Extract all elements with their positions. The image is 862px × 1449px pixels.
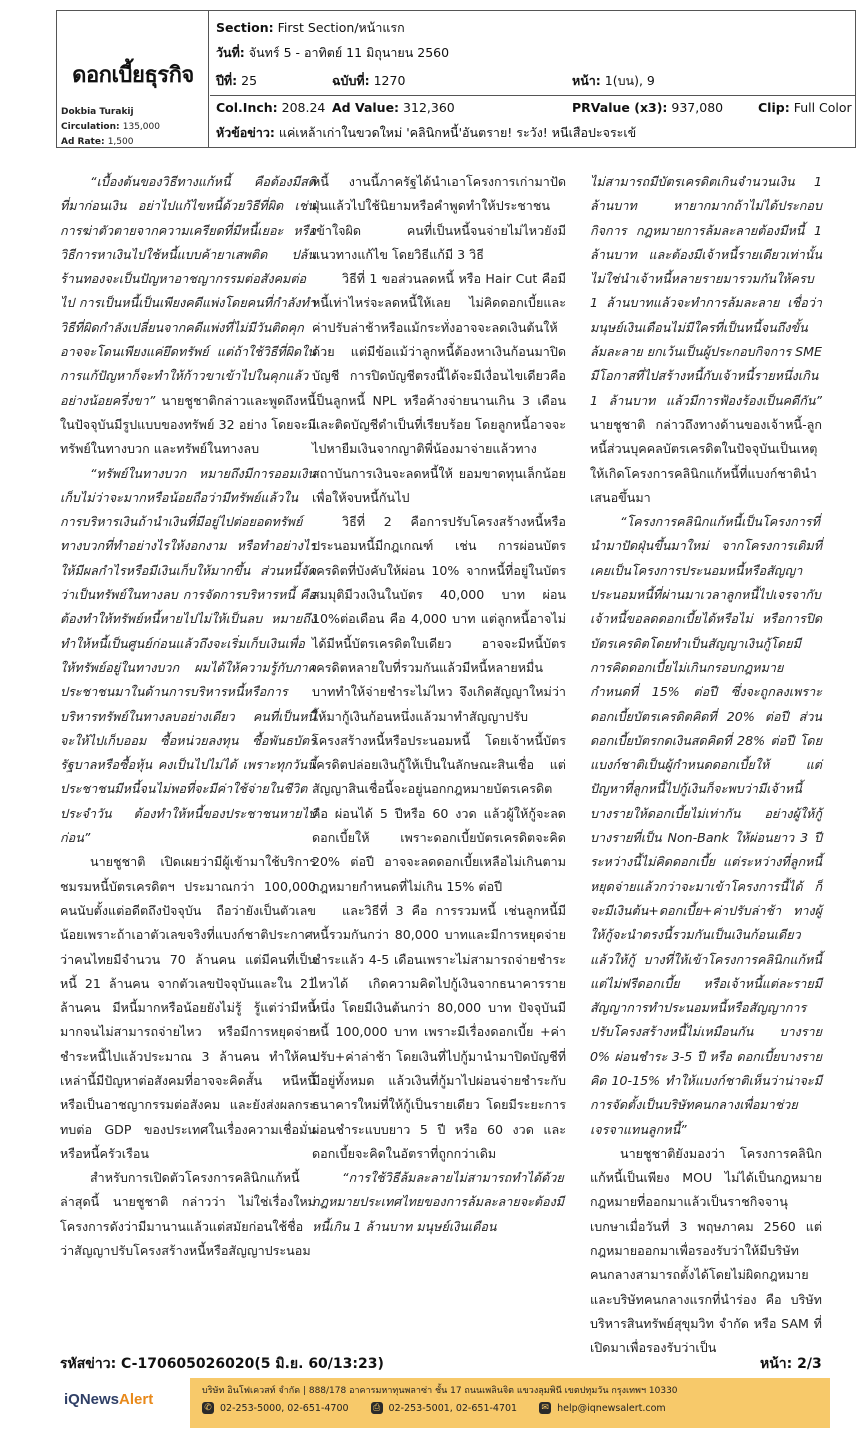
page-number: หน้า: 2/3 <box>760 1356 822 1372</box>
page-row <box>572 71 655 91</box>
clipping-meta <box>210 11 856 147</box>
prvalue-row <box>572 100 723 115</box>
email-icon: ✉ <box>539 1402 551 1414</box>
prvalue-label: PRValue (x3): <box>572 100 668 115</box>
ad-rate-label: Ad Rate: <box>61 137 105 147</box>
logo-iq-text: iQNews <box>64 1391 120 1408</box>
iqnewsalert-logo <box>64 1383 182 1423</box>
paragraph <box>590 170 822 510</box>
phone-contact <box>202 1402 349 1414</box>
header-divider <box>210 95 856 96</box>
circulation-label: Circulation: <box>61 122 120 132</box>
publication-box <box>57 11 209 147</box>
email-address[interactable]: help@iqnewsalert.com <box>557 1402 666 1414</box>
fax-contact <box>371 1402 518 1414</box>
paragraph-text: นายชูชาติกล่าวและพูดถึงหนี้ในปัจจุบันมีรูปแบบของทรัพย์ 32 อย่าง โดยจะมีทรัพย์ในทางบวก และทรัพย์ในทางลบ <box>60 392 316 457</box>
page-value: 1(บน), 9 <box>604 73 655 88</box>
clip-value: Full Color <box>793 100 852 115</box>
quote-text: “เบื้องต้นของวิธีทางแก้หนี้ คือต้องมีสติที่มาก่อนเงิน อย่าไปแก้ไขหนี้ด้วยวิธีที่ผิด เช่น การฆ่าตัวตายจากความเครียดที่มีหนี้เยอะ หรือวิธีการหาเงินไปใช้หนี้แบบค้ายาเสพติด ปล้นร้านทองจะเป็นปัญหาอาชญากรรมต่อสังคมต่อไป การเป็นหนี้เป็นเพียงคดีแพ่งโดยคนที่กำลังทำวิธีที่ผิดกำลังเปลี่ยนจากคดีแพ่งที่ไม่มีวันติดคุก อาจจะโดนเพียงแค่ยึดทรัพย์ แต่ถ้าใช้วิธีที่ผิดในการแก้ปัญหาก็จะทำให้ก้าวขาเข้าไปในคุกแล้วอย่างน้อยครึ่งขา” <box>60 174 316 408</box>
issue-value: 1270 <box>373 73 406 88</box>
year-label: ปีที่: <box>216 73 238 88</box>
paragraph: นายชูชาติยังมองว่า โครงการคลินิกแก้หนี้เป็นเพียง MOU ไม่ได้เป็นกฎหมาย กฎหมายที่ออกมาแล้วเป็นราชกิจจานุเบกษาเมื่อวันที่ 3 พฤษภาคม 2560 แต่กฎหมายออกมาเพื่อรองรับว่าให้มีบริษัทคนกลางสามารถตั้งได้โดยไม่ผิดกฎหมาย และบริษัทคนกลางแรกที่นำร่อง คือ บริษัท บริหารสินทรัพย์สุขุมวิท จำกัด หรือ SAM ที่เปิดมาเพื่อรองรับว่าเป็น <box>590 1145 822 1356</box>
paragraph: วิธีที่ 2 คือการปรับโครงสร้างหนี้หรือประนอมหนี้มีกฎเกณฑ์ เช่น การผ่อนบัตรเครดิตที่บังคับให้ผ่อน 10% จากหนี้ที่อยู่ในบัตร สมมุติมีวงเงินในบัตร 40,000 บาท ผ่อน 10%ต่อเดือน คือ 4,000 บาท แต่ลูกหนี้อาจไม่ได้มีหนี้บัตรเครดิตใบเดียว อาจจะมีหนี้บัตรเครดิตหลายใบที่รวมกันแล้วมีหนี้หลายหมื่นบาททำให้จ่ายชำระไม่ไหว จึงเกิดสัญญาใหม่ว่าให้มากู้เงินก้อนหนึ่งแล้วมาทำสัญญาปรับโครงสร้างหนี้หรือประนอมหนี้ โดยเจ้าหนี้บัตรเครดิตปล่อยเงินกู้ให้เป็นในลักษณะสินเชื่อ แต่สัญญาสินเชื่อนี้จะอยู่นอกกฎหมายบัตรเครดิต คือ ผ่อนได้ 5 ปีหรือ 60 งวด แล้วผู้ให้กู้จะลดดอกเบี้ยให้ เพราะดอกเบี้ยบัตรเครดิตจะคิด 20% ต่อปี อาจจะลดดอกเบี้ยเหลือไม่เกินตามกฎหมายกำหนดที่ไม่เกิน 15% ต่อปี <box>312 514 566 894</box>
company-address: บริษัท อินโฟเควสท์ จำกัด | 888/178 อาคารมหาทุนพลาซ่า ชั้น 17 ถนนเพลินจิต แขวงลุมพินี เขตปทุมวัน กรุงเทพฯ 10330 <box>202 1386 678 1396</box>
advalue-value: 312,360 <box>403 100 455 115</box>
logo-alert-text: Alert <box>119 1391 154 1408</box>
paragraph: นายชูชาติ เปิดเผยว่ามีผู้เข้ามาใช้บริการชมรมหนี้บัตรเครดิตฯ ประมาณกว่า 100,000 คนนับตั้งแต่อดีตถึงปัจจุบัน ถือว่ายังเป็นตัวเลขน้อยเพราะถ้าเอาตัวเลขจริงที่แบงก์ชาติประกาศว่าคนไทยมีจำนวน 70 ล้านคน แต่มีคนที่เป็นหนี้ 21 ล้านคน จากตัวเลขปัจจุบันและใน 21 ล้านคน มีหนี้มากหรือน้อยยังไม่รู้ รู้แต่ว่ามีหนี้มากจนไม่สามารถจ่ายไหว หรือมีการหยุดจ่ายชำระหนี้ไปแล้วประมาณ 3 ล้านคน ทำให้คนเหล่านี้มีปัญหาต่อสังคมที่อาจจะคิดสั้น หนีหนี้หรือเป็นอาชญากรรมต่อสังคม และยังส่งผลกระทบต่อ GDP ของประเทศในเรื่องความเชื่อมั่นหรือหนี้ครัวเรือน <box>60 854 316 1161</box>
issue-row <box>332 71 405 91</box>
paragraph: สำหรับการเปิดตัวโครงการคลินิกแก้หนี้ล่าสุดนี้ นายชูชาติ กล่าวว่า ไม่ใช่เรื่องใหม่ โครงการดังว่ามีมานานแล้วแต่สมัยก่อนใช้ชื่อว่าสัญญาปรับโครงสร้างหนี้หรือสัญญาประนอม <box>60 1170 316 1259</box>
colinch-value: 208.24 <box>281 100 326 115</box>
fax-icon: ⎙ <box>371 1402 383 1414</box>
phone-icon: ✆ <box>202 1402 214 1414</box>
advalue-row <box>332 100 455 115</box>
paragraph-text: นายชูชาติ กล่าวถึงทางด้านของเจ้าหนี้-ลูกหนี้ส่วนบุคคลบัตรเครดิตในปัจจุบันเป็นเหตุให้เกิดโครงการคลินิกแก้หนี้ที่แบงก์ชาตินำเสนอขึ้นมา <box>590 416 822 505</box>
headline-label: หัวข้อข่าว: <box>216 125 275 140</box>
contact-row <box>202 1402 666 1414</box>
section-row <box>216 18 405 38</box>
article-column-2 <box>312 170 566 1239</box>
article-column-3 <box>590 170 822 1361</box>
paragraph: “ทรัพย์ในทางบวก หมายถึงมีการออมเงินเก็บไม่ว่าจะมากหรือน้อยถือว่ามีทรัพย์แล้วในการบริหารเงินถ้านำเงินที่มีอยู่ไปต่อยอดทรัพย์ทางบวกที่ทำอย่างไรให้งอกงาม หรือทำอย่างไรให้มีผลกำไรหรือมีเงินเก็บให้มากขึ้น ส่วนหนี้จัดว่าเป็นทรัพย์ในทางลบ การจัดการบริหารหนี้ คือ ต้องทำให้ทรัพย์หนี้หายไปไม่ให้เป็นลบ หมายถึงทำให้หนี้เป็นศูนย์ก่อนแล้วถึงจะเริ่มเก็บเงินเพื่อให้ทรัพย์อยู่ในทางบวก ผมได้ให้ความรู้กับภาคประชาชนมาในด้านการบริหารหนี้หรือการบริหารทรัพย์ในทางลบอย่างเดียว คนที่เป็นหนี้จะให้ไปเก็บออม ซื้อหน่วยลงทุน ซื้อพันธบัตรรัฐบาลหรือซื้อหุ้น คงเป็นไปไม่ได้ เพราะทุกวันนี้ประชาชนมีหนี้จนไม่พอที่จะมีค่าใช้จ่ายในชีวิตประจำวัน ต้องทำให้หนี้ของประชาชนหายไปก่อน” <box>60 465 316 846</box>
article-column-1 <box>60 170 316 1263</box>
fax-numbers: 02-253-5001, 02-651-4701 <box>388 1402 518 1414</box>
circulation-value: 135,000 <box>122 122 160 132</box>
publication-name: Dokbia Turakij <box>61 107 134 117</box>
paragraph: “การใช้วิธีล้มละลายไม่สามารถทำได้ด้วยกฎหมายประเทศไทยของการล้มละลายจะต้องมีหนี้เกิน 1 ล้านบาท มนุษย์เงินเดือน <box>312 1170 565 1234</box>
date-value: จันทร์ 5 - อาทิตย์ 11 มิถุนายน 2560 <box>248 45 450 60</box>
prvalue-value: 937,080 <box>671 100 724 115</box>
clipping-header <box>56 10 856 148</box>
phone-numbers: 02-253-5000, 02-651-4700 <box>220 1402 349 1414</box>
paragraph: หนี้ งานนี้ภาครัฐได้นำเอาโครงการเก่ามาปัดฝุ่นแล้วไปใช้นิยามหรือคำพูดทำให้ประชาชนเข้าใจผิด คนที่เป็นหนี้จนจ่ายไม่ไหวยังมีแนวทางแก้ไข โดยวิธีแก้มี 3 วิธี <box>312 174 566 262</box>
headline-value: แค่เหล้าเก่าในขวดใหม่ 'คลินิกหนี้'อันตราย! ระวัง! หนีเสือปะจระเข้ <box>278 125 637 140</box>
issue-label: ฉบับที่: <box>332 73 370 88</box>
headline-row <box>216 123 636 143</box>
year-row <box>216 71 257 91</box>
section-label: Section: <box>216 20 274 35</box>
date-label: วันที่: <box>216 45 245 60</box>
advalue-label: Ad Value: <box>332 100 400 115</box>
clip-label: Clip: <box>758 100 790 115</box>
paragraph: “โครงการคลินิกแก้หนี้เป็นโครงการที่นำมาปัดฝุ่นขึ้นมาใหม่ จากโครงการเดิมที่เคยเป็นโครงการประนอมหนี้หรือสัญญาประนอมหนี้ที่ผ่านมาเวลาลูกหนี้ไปเจรจากับเจ้าหนี้ขอลดดอกเบี้ยได้หรือไม่ หรือการปิดบัตรเครดิตโดยทำเป็นสัญญาเงินกู้โดยมีการคิดดอกเบี้ยไม่เกินกรอบกฎหมายกำหนดที่ 15% ต่อปี ซึ่งจะถูกลงเพราะดอกเบี้ยบัตรเครดิตคิดที่ 20% ต่อปี ส่วนดอกเบี้ยบัตรกดเงินสดคิดที่ 28% ต่อปี โดยแบงก์ชาติเป็นผู้กำหนดดอกเบี้ยให้ แต่ปัญหาที่ลูกหนี้ไปกู้เงินก็จะพบว่ามีเจ้าหนี้บางรายให้ดอกเบี้ยไม่เท่ากัน อย่างผู้ให้กู้บางรายที่เป็น Non-Bank ให้ผ่อนยาว 3 ปีระหว่างนี้ไม่คิดดอกเบี้ย แต่ระหว่างที่ลูกหนี้หยุดจ่ายแล้วกว่าจะมาเข้าโครงการนี้ได้ ก็จะมีเงินต้น+ดอกเบี้ย+ค่าปรับล่าช้า ทางผู้ให้กู้จะนำตรงนี้รวมกันเป็นเงินก้อนเดียวแล้วให้กู้ บางที่ให้เข้าโครงการคลินิกแก้หนี้แต่ไม่ฟรีดอกเบี้ย หรือเจ้าหนี้แต่ละรายมีสัญญาการทำประนอมหนี้หรือสัญญาการปรับโครงสร้างหนี้ไม่เหมือนกัน บางราย 0% ผ่อนชำระ 3-5 ปี หรือ ดอกเบี้ยบางรายคิด 10-15% ทำให้แบงก์ชาติเห็นว่าน่าจะมีการจัดตั้งเป็นบริษัทคนกลางเพื่อมาช่วยเจรจาแทนลูกหนี้” <box>590 514 822 1137</box>
section-value: First Section/หน้าแรก <box>277 20 405 35</box>
paragraph: วิธีที่ 1 ขอส่วนลดหนี้ หรือ Hair Cut คือมีหนี้เท่าไหร่จะลดหนี้ให้เลย ไม่คิดดอกเบี้ยและค่าปรับล่าช้าหรือแม้กระทั่งอาจจะลดเงินต้นให้ด้วย แต่มีข้อแม้ว่าลูกหนี้ต้องหาเงินก้อนมาปิดบัญชี การปิดบัญชีตรงนี้ได้จะมีเงื่อนไขเดียวคือ เป็นลูกหนี้ NPL หรือค้างจ่ายนานเกิน 3 เดือนและติดบัญชีดำเป็นที่เรียบร้อย โดยลูกหนี้อาจจะไปหายืมเงินจากญาติพี่น้องมาจ่ายแล้วทางสถาบันการเงินจะลดหนี้ให้ ยอมขาดทุนเล็กน้อยเพื่อให้จบหนี้กันไป <box>312 271 566 505</box>
colinch-label: Col.Inch: <box>216 100 278 115</box>
ad-rate-value: 1,500 <box>107 137 134 147</box>
publication-logo: ดอกเบี้ยธุรกิจ <box>72 63 194 88</box>
paragraph <box>60 170 316 462</box>
clip-row <box>758 100 852 115</box>
email-contact[interactable] <box>539 1402 666 1414</box>
date-row <box>216 43 449 63</box>
year-value: 25 <box>241 73 258 88</box>
paragraph: และวิธีที่ 3 คือ การรวมหนี้ เช่นลูกหนี้มีหนี้รวมกันกว่า 80,000 บาทและมีการหยุดจ่ายชำระแล้ว 4-5 เดือนเพราะไม่สามารถจ่ายชำระไหวได้ เกิดความคิดไปกู้เงินจากธนาคารรายหนึ่ง โดยมีเงินต้นกว่า 80,000 บาท ปัจจุบันมีหนี้ 100,000 บาท เพราะมีเรื่องดอกเบี้ย +ค่าปรับ+ค่าล่าช้า โดยเงินที่ไปกู้มานำมาปิดบัญชีที่มีอยู่ทั้งหมด แล้วเงินที่กู้มาไปผ่อนจ่ายชำระกับธนาคารใหม่ที่ให้กู้เป็นรายเดียว โดยมีระยะการผ่อนชำระแบบยาว 5 ปี หรือ 60 งวด และดอกเบี้ยจะคิดในอัตราที่ถูกกว่าเดิม <box>312 902 566 1161</box>
circulation <box>61 122 160 132</box>
quote-text: ไม่สามารถมีบัตรเครดิตเกินจำนวนเงิน 1 ล้านบาท หายากมากถ้าไม่ได้ประกอบกิจการ กฎหมายการล้มละลายต้องมีหนี้ 1 ล้านบาท และต้องมีเจ้าหนี้รายเดียวเท่านั้น ไม่ใช่นำเจ้าหนี้หลายรายมารวมกันให้ครบ 1 ล้านบาทแล้วจะทำการล้มละลาย เชื่อว่ามนุษย์เงินเดือนไม่มีใครที่เป็นหนี้จนถึงขั้นล้มละลาย ยกเว้นเป็นผู้ประกอบกิจการ SME มีโอกาสที่ไปสร้างหนี้กับเจ้าหนี้รายหนึ่งเกิน 1 ล้านบาท แล้วมีการฟ้องร้องเป็นคดีกัน” <box>590 174 822 408</box>
footer-contact-band <box>190 1378 830 1428</box>
page-label: หน้า: <box>572 73 601 88</box>
ad-rate <box>61 137 133 147</box>
colinch-row <box>216 100 325 115</box>
news-code: รหัสข่าว: C-170605026020(5 มิ.ย. 60/13:23) <box>60 1356 384 1372</box>
